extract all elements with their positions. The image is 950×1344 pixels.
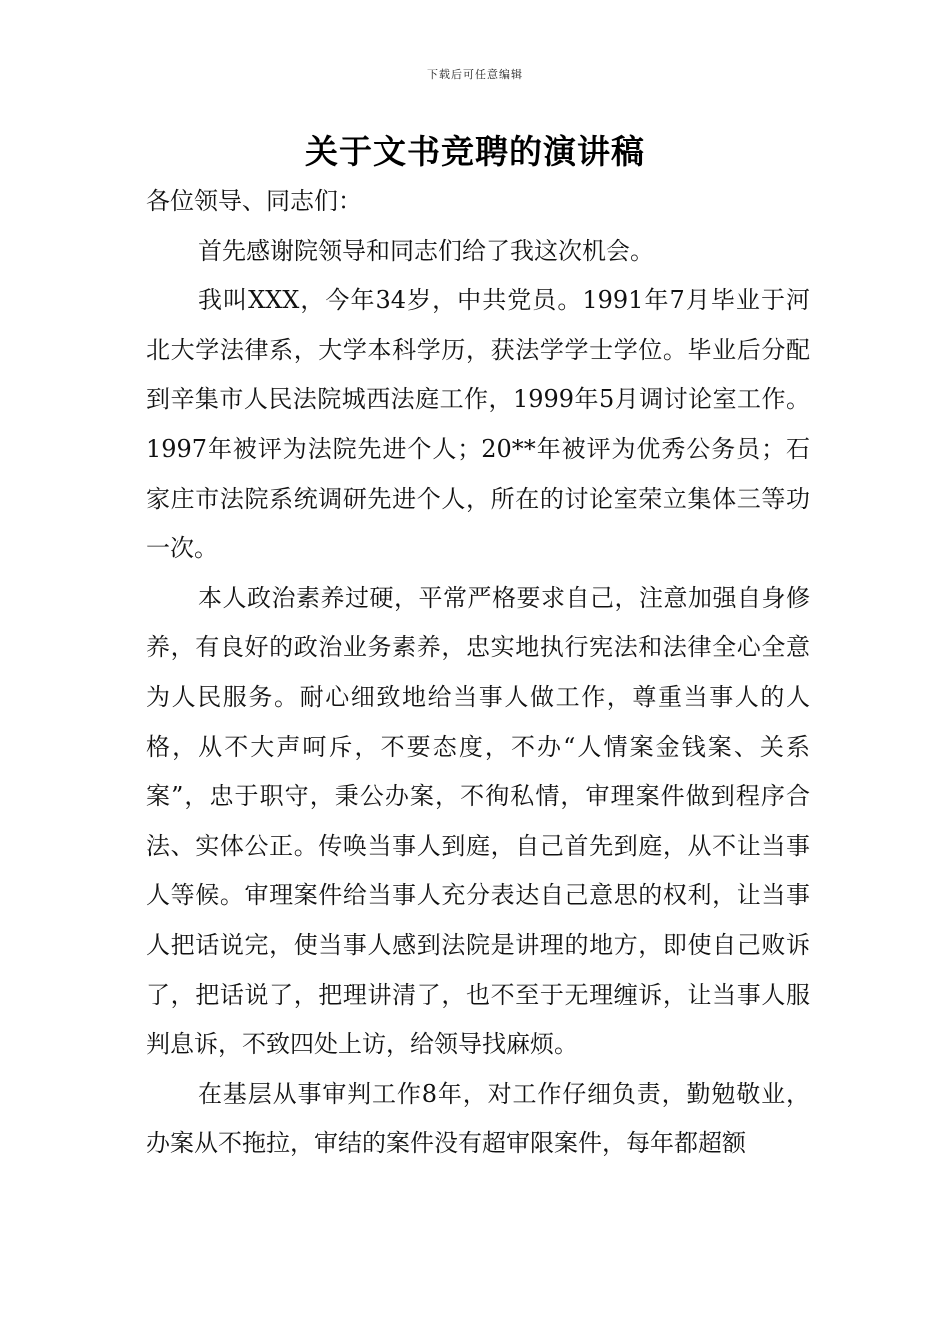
header-note: 下载后可任意编辑: [427, 68, 523, 81]
paragraph: 首先感谢院领导和同志们给了我这次机会。: [198, 236, 654, 265]
document-title: 关于文书竞聘的演讲稿: [305, 132, 645, 171]
paragraph: 本人政治素养过硬，平常严格要求自己，注意加强自身修养，有良好的政治业务素养，忠实地执行宪法和法律全心全意为人民服务。耐心细致地给当事人做工作，尊重当事人的人格，从不大声呵斥，不要态度，不办“人情案金钱案、关系案”，忠于职守，秉公办案，不徇私情，审理案件做到程序合法、实体公正。传唤当事人到庭，自己首先到庭，从不让当事人等候。审理案件给当事人充分表达自己意思的权利，让当事人把话说完，使当事人感到法院是讲理的地方，即使自己败诉了，把话说了，把理讲清了，也不至于无理缠诉，让当事人服判息诉，不致四处上访，给领导找麻烦。: [146, 583, 810, 1059]
document-body: [146, 177, 810, 1169]
salutation: 各位领导、同志们：: [146, 187, 362, 215]
paragraph: 在基层从事审判工作8年，对工作仔细负责，勤勉敬业，办案从不拖拉，审结的案件没有超审限案件，每年都超额: [146, 1079, 810, 1158]
paragraph: 我叫XXX，今年34岁，中共党员。1991年7月毕业于河北大学法律系，大学本科学历，获法学学士学位。毕业后分配到辛集市人民法院城西法庭工作，1999年5月调讨论室工作。1997年被评为法院先进个人；20**年被评为优秀公务员；石家庄市法院系统调研先进个人，所在的讨论室荣立集体三等功一次。: [146, 286, 810, 563]
